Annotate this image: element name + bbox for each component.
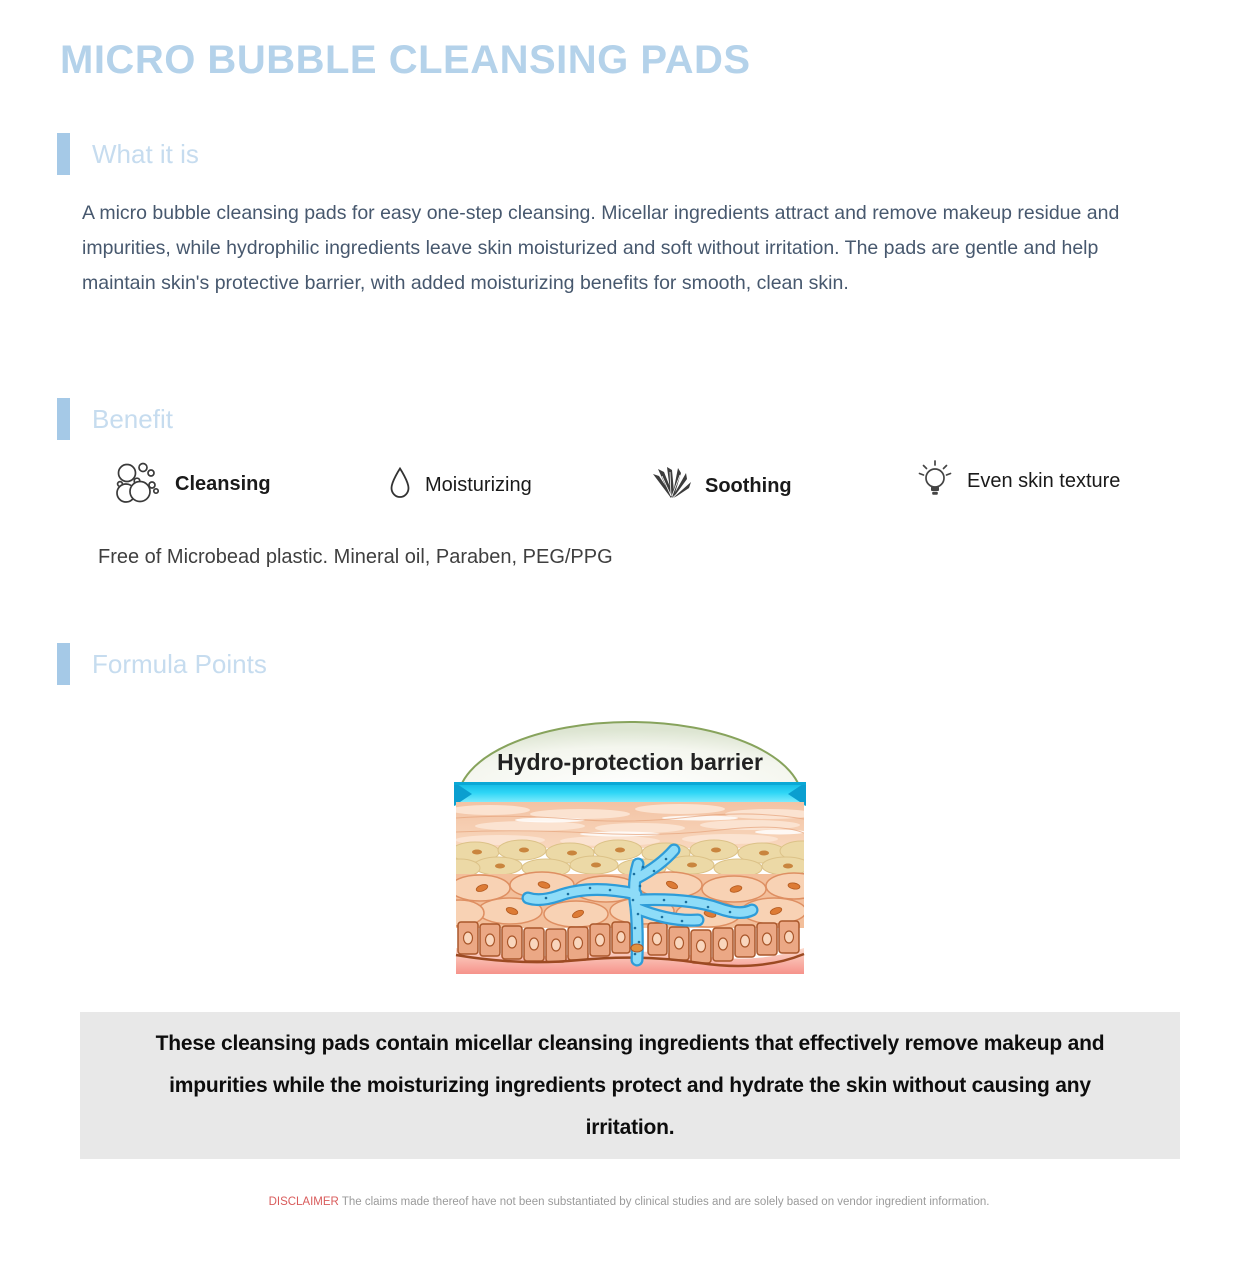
what-it-is-paragraph: A micro bubble cleansing pads for easy one-step cleansing. Micellar ingredients attract and remove makeup residue and impurities, while hydrophilic ingredients leave skin moisturized and soft without irritation. The pads are gentle and help maintain skin's protective barrier, with added moisturizing benefits for smooth, clean skin.: [82, 202, 1120, 294]
aloe-icon: [650, 466, 692, 507]
page-title: MICRO BUBBLE CLEANSING PADS: [60, 38, 751, 82]
diagram-title: Hydro-protection barrier: [497, 749, 763, 775]
benefit-item-cleansing: [112, 460, 271, 509]
bubbles-icon: [112, 460, 162, 509]
section-heading-formula-points: Formula Points: [92, 648, 267, 679]
free-of-text: Free of Microbead plastic. Mineral oil, Paraben, PEG/PPG: [98, 546, 613, 568]
disclaimer: [0, 1196, 1258, 1208]
accent-bar: [57, 398, 70, 440]
benefit-label: Even skin texture: [967, 470, 1121, 492]
section-heading-what-it-is: What it is: [92, 138, 199, 169]
benefit-label: Soothing: [705, 475, 792, 497]
section-formula-points-header: [57, 643, 267, 685]
statement-text: These cleansing pads contain micellar cleansing ingredients that effectively remove makeup and impurities while the moisturizing ingredients protect and hydrate the skin without causing any irritation.: [155, 1031, 1105, 1139]
lightbulb-icon: [916, 458, 954, 505]
accent-bar: [57, 133, 70, 175]
section-what-it-is-header: [57, 133, 199, 175]
benefit-item-moisturizing: [388, 466, 532, 505]
disclaimer-text: The claims made thereof have not been substantiated by clinical studies and are solely based on vendor ingredient information.: [338, 1196, 990, 1208]
droplet-icon: [388, 466, 412, 505]
benefit-item-soothing: [650, 466, 792, 507]
benefit-item-even-skin: [916, 458, 1120, 505]
disclaimer-label: DISCLAIMER: [268, 1196, 339, 1208]
benefit-label: Moisturizing: [425, 474, 532, 496]
skin-barrier-diagram: [450, 708, 810, 976]
statement-box: [80, 1012, 1180, 1159]
section-heading-benefit: Benefit: [92, 403, 173, 434]
accent-bar: [57, 643, 70, 685]
benefit-label: Cleansing: [175, 473, 271, 495]
section-benefit-header: [57, 398, 173, 440]
